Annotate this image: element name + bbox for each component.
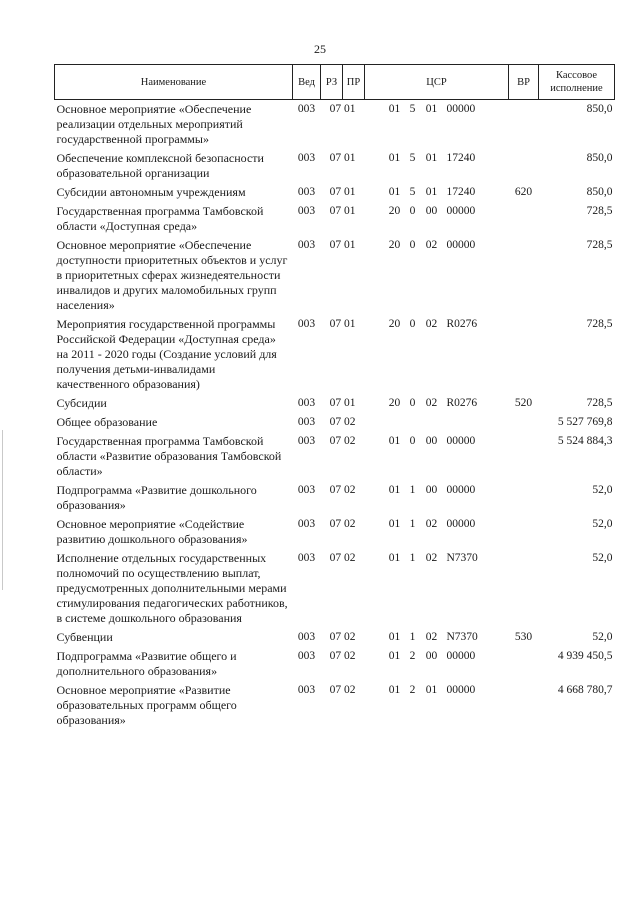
row-ved: 003 — [297, 650, 316, 662]
row-csr-part: 01 — [388, 518, 401, 530]
row-csr — [365, 394, 509, 413]
row-csr-part: 00000 — [446, 435, 476, 447]
row-amount: 728,5 — [586, 397, 613, 409]
row-amount: 850,0 — [586, 186, 613, 198]
row-csr-part: N7370 — [446, 631, 478, 643]
row-csr-part: 00 — [425, 205, 438, 217]
row-name: Основное мероприятие «Обеспечение реализации отдельных мероприятий государственной программы» — [56, 102, 252, 146]
row-csr — [365, 413, 509, 432]
table-header-row — [55, 65, 615, 100]
table-row — [55, 549, 615, 628]
row-rz-pr: 07 02 — [329, 552, 356, 564]
row-csr-part: 01 — [388, 186, 401, 198]
table-row — [55, 515, 615, 549]
row-csr-part: 1 — [409, 631, 416, 643]
row-name: Государственная программа Тамбовской области «Доступная среда» — [56, 204, 264, 233]
row-name: Подпрограмма «Развитие общего и дополнительного образования» — [56, 649, 237, 678]
row-csr — [365, 481, 509, 515]
row-vr — [509, 315, 539, 394]
row-vr — [509, 681, 539, 730]
row-csr-part: 20 — [388, 205, 401, 217]
header-rz: РЗ — [321, 65, 343, 100]
page-number: 25 — [314, 42, 326, 56]
row-amount: 52,0 — [592, 631, 613, 643]
row-rz-pr: 07 01 — [329, 205, 356, 217]
row-amount: 4 668 780,7 — [557, 684, 613, 696]
row-csr-part: 0 — [409, 205, 416, 217]
row-csr-part: 02 — [425, 239, 438, 251]
budget-table — [54, 64, 615, 730]
row-csr-part: 0 — [409, 239, 416, 251]
row-csr-part: 01 — [388, 684, 401, 696]
row-csr-part: 00000 — [446, 518, 476, 530]
row-amount: 4 939 450,5 — [557, 650, 613, 662]
row-rz-pr: 07 02 — [329, 416, 356, 428]
row-ved: 003 — [297, 484, 316, 496]
row-csr — [365, 100, 509, 150]
table-row — [55, 149, 615, 183]
row-vr — [509, 202, 539, 236]
row-csr-part: 00 — [425, 435, 438, 447]
row-amount: 728,5 — [586, 318, 613, 330]
row-ved: 003 — [297, 152, 316, 164]
row-csr-part: 20 — [388, 397, 401, 409]
table-row — [55, 647, 615, 681]
row-rz-pr: 07 01 — [329, 186, 356, 198]
row-rz-pr: 07 02 — [329, 631, 356, 643]
row-csr-part: 01 — [388, 435, 401, 447]
row-ved: 003 — [297, 684, 316, 696]
row-amount: 850,0 — [586, 103, 613, 115]
row-csr-part: 0 — [409, 397, 416, 409]
row-rz-pr: 07 01 — [329, 152, 356, 164]
row-csr — [365, 202, 509, 236]
row-rz-pr: 07 02 — [329, 518, 356, 530]
row-csr-part: 20 — [388, 239, 401, 251]
row-csr — [365, 432, 509, 481]
table-body — [55, 100, 615, 731]
table-row — [55, 202, 615, 236]
row-amount: 5 527 769,8 — [557, 416, 613, 428]
row-ved: 003 — [297, 518, 316, 530]
row-rz-pr: 07 02 — [329, 484, 356, 496]
row-csr-part: R0276 — [446, 397, 478, 409]
row-amount: 850,0 — [586, 152, 613, 164]
table-row — [55, 681, 615, 730]
row-csr-part: 00 — [425, 650, 438, 662]
row-ved: 003 — [297, 397, 316, 409]
row-csr-part: 00000 — [446, 684, 476, 696]
row-name: Основное мероприятие «Содействие развитию дошкольного образования» — [56, 517, 248, 546]
row-ved: 003 — [297, 631, 316, 643]
scan-edge-mark — [2, 430, 3, 590]
row-rz-pr: 07 02 — [329, 650, 356, 662]
row-csr — [365, 515, 509, 549]
row-csr-part: 01 — [425, 152, 438, 164]
row-name: Мероприятия государственной программы Российской Федерации «Доступная среда» на 2011 - 2020 годы (Создание условий для получения детьми-инвалидами качественного образования) — [56, 317, 277, 391]
row-csr-part: 17240 — [446, 152, 476, 164]
row-csr-part: 00000 — [446, 239, 476, 251]
row-vr: 620 — [514, 186, 533, 198]
row-csr-part: 02 — [425, 552, 438, 564]
row-csr-part: 02 — [425, 397, 438, 409]
row-amount: 52,0 — [592, 518, 613, 530]
header-ved: Вед — [293, 65, 321, 100]
row-amount: 728,5 — [586, 205, 613, 217]
row-name: Подпрограмма «Развитие дошкольного образования» — [56, 483, 257, 512]
row-csr-part: 00000 — [446, 650, 476, 662]
row-csr-part: 01 — [425, 186, 438, 198]
row-rz-pr: 07 01 — [329, 318, 356, 330]
row-csr-part: 2 — [409, 684, 416, 696]
table-row — [55, 432, 615, 481]
row-ved: 003 — [297, 239, 316, 251]
row-name: Основное мероприятие «Развитие образовательных программ общего образования» — [56, 683, 237, 727]
row-rz-pr: 07 02 — [329, 684, 356, 696]
table-row — [55, 628, 615, 647]
row-csr-part: 0 — [409, 318, 416, 330]
row-rz-pr: 07 01 — [329, 239, 356, 251]
header-amount: Кассовое исполнение — [539, 65, 615, 100]
row-csr-part: 20 — [388, 318, 401, 330]
row-ved: 003 — [297, 435, 316, 447]
row-csr-part: 02 — [425, 518, 438, 530]
row-csr-part: R0276 — [446, 318, 478, 330]
row-ved: 003 — [297, 318, 316, 330]
row-csr-part: 1 — [409, 484, 416, 496]
row-amount: 5 524 884,3 — [557, 435, 613, 447]
table-row — [55, 481, 615, 515]
row-name: Субсидии автономным учреждениям — [56, 185, 246, 199]
row-vr — [509, 549, 539, 628]
row-amount: 52,0 — [592, 552, 613, 564]
header-pr: ПР — [343, 65, 365, 100]
row-csr-part: 2 — [409, 650, 416, 662]
header-csr: ЦСР — [365, 65, 509, 100]
row-ved: 003 — [297, 186, 316, 198]
row-csr-part: 1 — [409, 518, 416, 530]
row-csr — [365, 681, 509, 730]
row-csr-part: 00000 — [446, 103, 476, 115]
table-row — [55, 315, 615, 394]
row-csr-part: 00000 — [446, 484, 476, 496]
row-csr — [365, 149, 509, 183]
row-csr-part: N7370 — [446, 552, 478, 564]
row-csr — [365, 236, 509, 315]
row-vr: 530 — [514, 631, 533, 643]
row-csr-part: 5 — [409, 103, 416, 115]
row-csr-part: 5 — [409, 186, 416, 198]
table-row — [55, 413, 615, 432]
row-csr-part: 01 — [388, 484, 401, 496]
row-name: Государственная программа Тамбовской области «Развитие образования Тамбовской области» — [56, 434, 282, 478]
row-csr — [365, 628, 509, 647]
row-vr — [509, 481, 539, 515]
row-rz-pr: 07 02 — [329, 435, 356, 447]
row-name: Субсидии — [56, 396, 107, 410]
row-vr: 520 — [514, 397, 533, 409]
row-csr — [365, 183, 509, 202]
row-csr-part: 01 — [425, 103, 438, 115]
row-csr-part: 1 — [409, 552, 416, 564]
row-vr — [509, 236, 539, 315]
row-csr — [365, 549, 509, 628]
row-name: Обеспечение комплексной безопасности образовательной организации — [56, 151, 264, 180]
row-name: Общее образование — [56, 415, 158, 429]
row-csr-part: 01 — [388, 650, 401, 662]
row-csr-part: 00 — [425, 484, 438, 496]
row-name: Основное мероприятие «Обеспечение доступности приоритетных объектов и услуг в приоритетных сферах жизнедеятельности инвалидов и других маломобильных групп населения» — [56, 238, 288, 312]
header-vr: ВР — [509, 65, 539, 100]
row-vr — [509, 149, 539, 183]
row-csr-part: 01 — [388, 152, 401, 164]
row-csr-part: 5 — [409, 152, 416, 164]
row-csr-part: 01 — [425, 684, 438, 696]
row-csr — [365, 315, 509, 394]
row-csr-part: 01 — [388, 552, 401, 564]
row-csr-part: 01 — [388, 631, 401, 643]
row-vr — [509, 413, 539, 432]
row-ved: 003 — [297, 205, 316, 217]
row-vr — [509, 100, 539, 150]
row-rz-pr: 07 01 — [329, 397, 356, 409]
row-csr-part: 02 — [425, 318, 438, 330]
row-csr — [365, 647, 509, 681]
row-ved: 003 — [297, 416, 316, 428]
row-csr-part: 02 — [425, 631, 438, 643]
table-row — [55, 394, 615, 413]
row-ved: 003 — [297, 103, 316, 115]
row-rz-pr: 07 01 — [329, 103, 356, 115]
table-row — [55, 236, 615, 315]
row-csr-part: 01 — [388, 103, 401, 115]
table-row — [55, 100, 615, 150]
row-vr — [509, 432, 539, 481]
row-name: Исполнение отдельных государственных полномочий по осуществлению выплат, предусмотренных дополнительными мерами стимулирования педагогических работников, в системе дошкольного образования — [56, 551, 288, 625]
header-name: Наименование — [55, 65, 293, 100]
row-csr-part: 00000 — [446, 205, 476, 217]
row-vr — [509, 647, 539, 681]
row-amount: 52,0 — [592, 484, 613, 496]
row-amount: 728,5 — [586, 239, 613, 251]
table-row — [55, 183, 615, 202]
row-csr-part: 17240 — [446, 186, 476, 198]
row-ved: 003 — [297, 552, 316, 564]
row-vr — [509, 515, 539, 549]
row-csr-part: 0 — [409, 435, 416, 447]
row-name: Субвенции — [56, 630, 113, 644]
